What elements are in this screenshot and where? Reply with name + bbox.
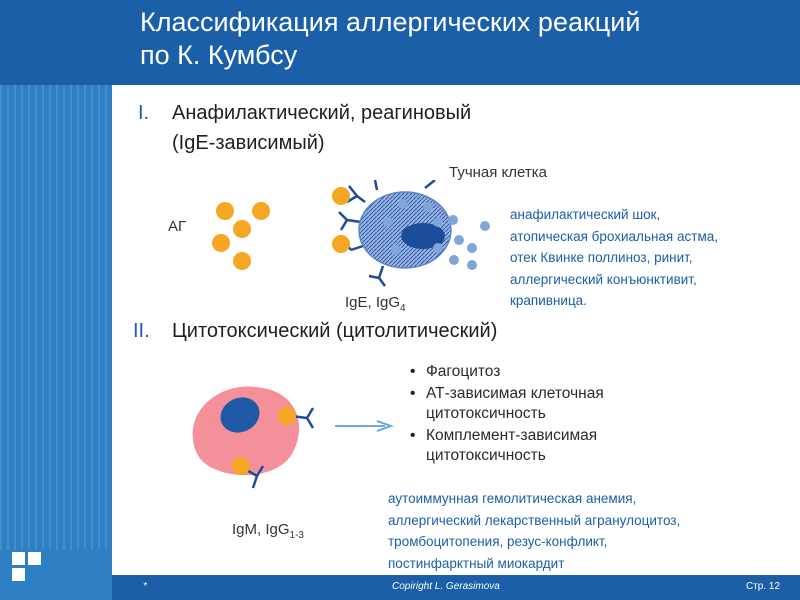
type2-examples [388,488,680,574]
ige-igg4-subscript: 4 [400,303,406,314]
sidebar-stripes [0,80,112,550]
slide-title [140,6,780,72]
slide-title-line1: Классификация аллергических реакций [140,7,641,37]
type1-example: атопическая брохиальная астма, [510,228,718,244]
type1-examples [510,204,718,312]
title-band-left [0,0,112,85]
item1-numeral: I. [138,102,150,124]
footer-marker: * [143,581,147,592]
type1-example: отек Квинке поллиноз, ринит, [510,250,693,265]
antigen-label: АГ [168,218,187,235]
ige-igg4-label [345,294,406,314]
item1-heading [172,98,471,158]
type2-example: тромбоцитопения, резус-конфликт, [388,534,608,549]
ige-igg4-main: IgE, IgG [345,294,401,311]
sidebar-decoration [0,0,112,600]
mechanisms-list [408,362,708,468]
mechanism-item: • Комплемент-зависимая цитотоксичность [408,426,708,466]
item1-line1: Анафилактический, реагиновый [172,102,472,124]
item1-line2: (IgE-зависимый) [172,132,325,154]
type1-example: аллергический конъюнктивит, [510,271,697,287]
type2-example: аллергический лекарственный агранулоцитоз, [388,512,681,528]
igm-igg13-main: IgM, IgG [232,521,290,538]
item2-heading: Цитотоксический (цитолитический) [172,320,498,342]
mechanism-item: • АТ-зависимая клеточная цитотоксичность [408,384,708,424]
arrow-right-icon [335,419,395,433]
type2-example: аутоиммунная гемолитическая анемия, [388,491,637,506]
mast-cell-icon [325,180,500,290]
type1-example: анафилактический шок, [510,207,661,222]
item2-numeral: II. [133,320,150,342]
slide-title-line2: по К. Кумбсу [140,40,298,70]
type1-example: крапивница. [510,293,587,308]
type2-example: постинфарктный миокардит [388,555,565,571]
igm-igg13-label [232,521,304,541]
mechanism-item: • Фагоцитоз [408,362,708,382]
mast-cell-label: Тучная клетка [449,164,547,181]
footer-copyright: Copiright L. Gerasimova [392,581,500,592]
footer-page-number: Стр. 12 [746,581,781,592]
antigen-particles-icon [205,195,285,275]
target-cell-icon [185,370,335,510]
igm-igg13-subscript: 1-3 [289,530,304,541]
